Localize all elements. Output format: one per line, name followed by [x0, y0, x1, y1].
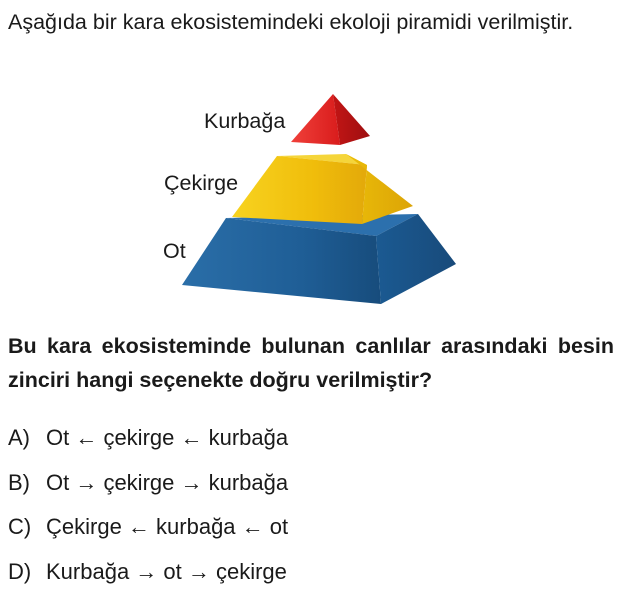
- level-label-ot: Ot: [163, 238, 186, 264]
- option-text: Ot → çekirge → kurbağa: [46, 468, 288, 498]
- option-text: Kurbağa → ot → çekirge: [46, 557, 287, 587]
- intro-text: Aşağıda bir kara ekosistemindeki ekoloji piramidi verilmiştir.: [8, 6, 614, 38]
- option-a[interactable]: [8, 423, 288, 468]
- level-label-kurbaga: Kurbağa: [204, 108, 285, 134]
- pyramid-graphic: [150, 88, 470, 310]
- pyramid-level-kurbaga: [291, 94, 370, 145]
- level-label-cekirge: Çekirge: [164, 170, 238, 196]
- option-text: Çekirge ← kurbağa ← ot: [46, 512, 288, 542]
- option-text: Ot ← çekirge ← kurbağa: [46, 423, 288, 453]
- option-b[interactable]: [8, 468, 288, 513]
- answer-options: [8, 423, 288, 601]
- pyramid-level-cekirge: [232, 154, 413, 224]
- option-c[interactable]: [8, 512, 288, 557]
- option-letter: A): [8, 423, 46, 453]
- option-letter: D): [8, 557, 46, 587]
- option-d[interactable]: [8, 557, 288, 601]
- ecological-pyramid: [150, 88, 470, 310]
- option-letter: B): [8, 468, 46, 498]
- option-letter: C): [8, 512, 46, 542]
- pyramid-level-ot: [182, 214, 456, 304]
- question-text: Bu kara ekosisteminde bulunan canlılar arasındaki besin zinciri hangi seçenekte doğru verilmiştir?: [8, 329, 614, 397]
